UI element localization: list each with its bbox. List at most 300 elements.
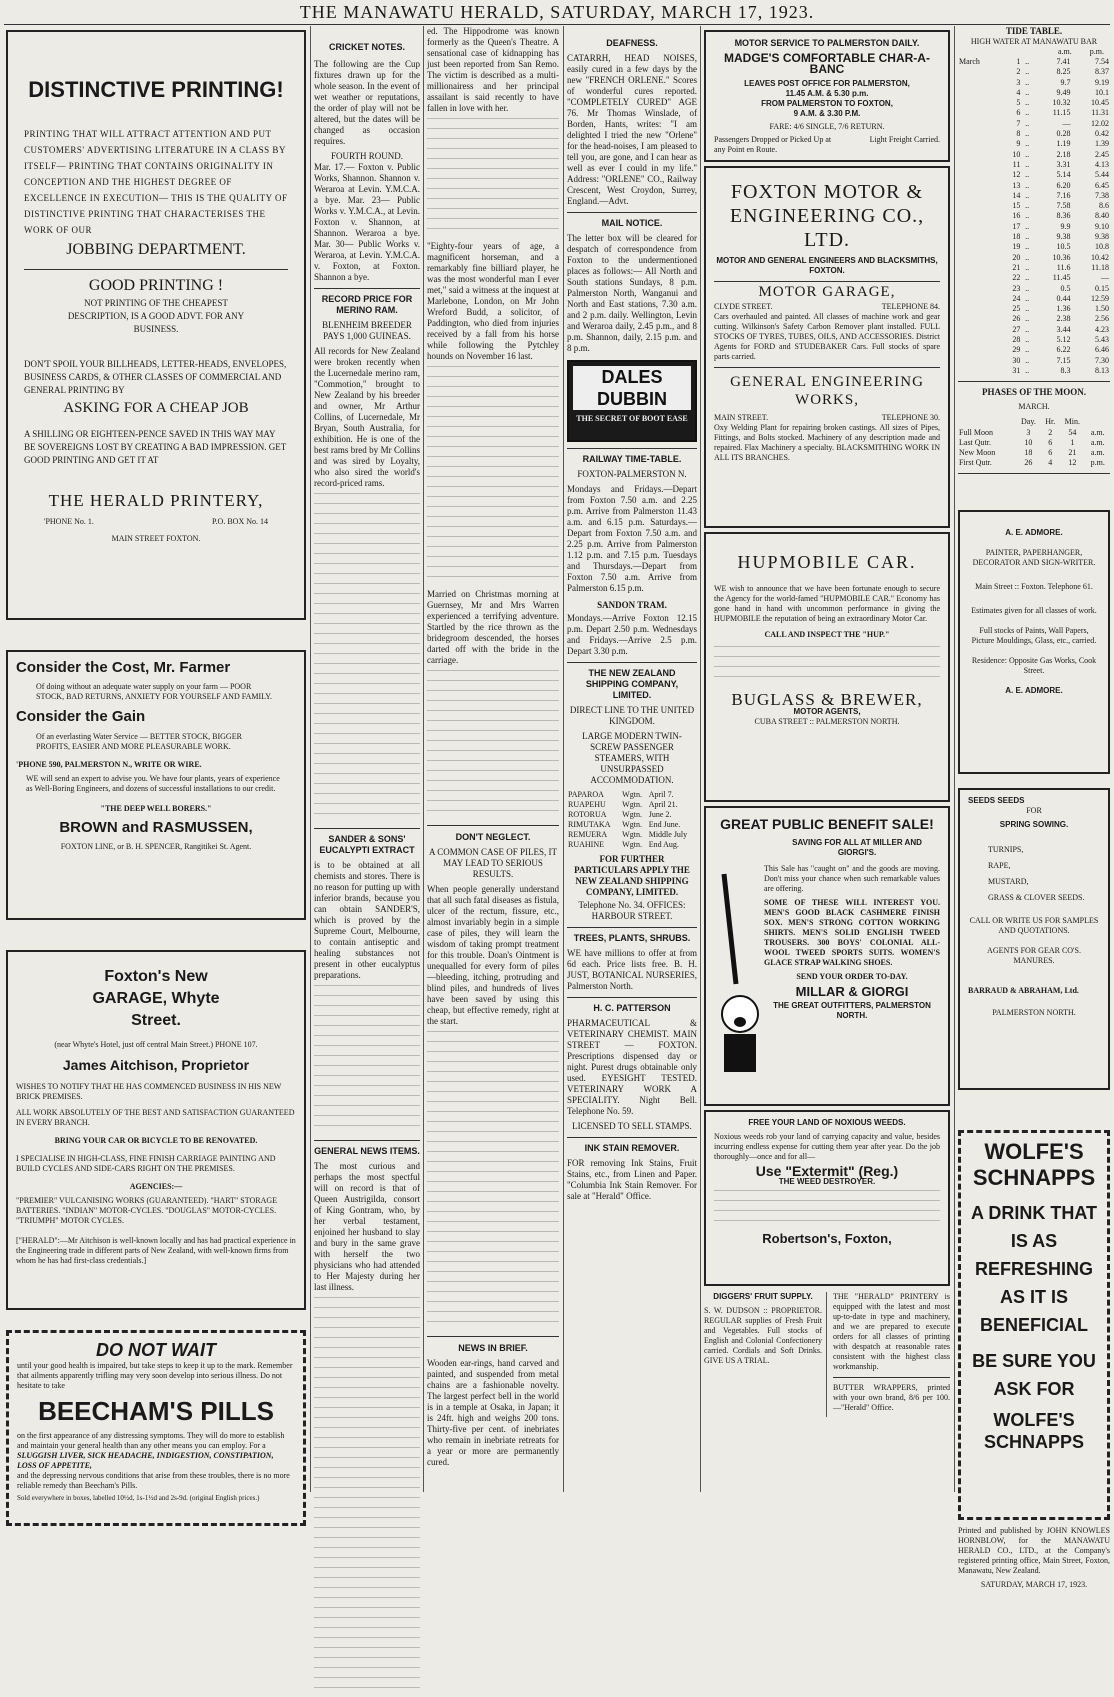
tide-am-cell: 7.15 xyxy=(1056,355,1071,365)
shipping-row xyxy=(567,820,697,830)
printery-equipment-text: THE "HERALD" PRINTERY is equipped with the latest and most up-to-date in type and machinery, and we are prepared to execute orders for all classes of printing with despatch at reasonable rates consistent with the highest class workmanship. xyxy=(833,1292,950,1371)
tide-dots-cell: .. xyxy=(1025,201,1030,211)
beecham-text-5: Sold everywhere in boxes, labelled 10½d, 1s-1½d and 2s-9d. (original English prices.) xyxy=(17,1494,260,1502)
printery-pobox: P.O. BOX No. 14 xyxy=(211,517,268,526)
shipping-cell: ROTORUA xyxy=(568,810,607,819)
tide-am-cell: 6.22 xyxy=(1056,345,1071,355)
tide-am-cell: 9.49 xyxy=(1056,87,1071,97)
tide-day-cell: 5 xyxy=(1016,98,1021,108)
moon-cell: 6 xyxy=(1048,448,1053,458)
tide-row xyxy=(958,253,1110,263)
buglass-subtitle: MOTOR AGENTS, xyxy=(793,707,861,716)
seed-item: GRASS & CLOVER SEEDS. xyxy=(988,893,1085,903)
seed-item: TURNIPS, xyxy=(988,845,1024,855)
beechams-pills-title: BEECHAM'S PILLS xyxy=(38,1396,274,1426)
column-5 xyxy=(704,26,950,1492)
moon-cell: 6 xyxy=(1048,438,1053,448)
brown-rasmussen: BROWN and RASMUSSEN, xyxy=(59,819,253,836)
weeds-text: Noxious weeds rob your land of carrying capacity and value, besides incurring endless expense for cutting them year after year. Do the job thoroughly—once and for all— xyxy=(714,1132,940,1161)
tide-day-cell: 25 xyxy=(1012,304,1021,314)
column-divider xyxy=(423,26,424,1492)
robertsons-foxton: Robertson's, Foxton, xyxy=(762,1231,892,1246)
tide-pm-cell: 5.44 xyxy=(1095,170,1109,180)
well-borers-advert xyxy=(6,650,306,920)
madge-advert xyxy=(704,30,950,162)
moon-row xyxy=(958,438,1110,448)
tide-dots-cell: .. xyxy=(1025,180,1030,190)
tide-day-cell: 2 xyxy=(1016,67,1021,77)
tide-am-cell: 10.36 xyxy=(1052,252,1071,262)
moon-cell: 3 xyxy=(1026,428,1031,438)
tide-month-cell xyxy=(958,294,1002,304)
man-shouting-icon xyxy=(714,864,760,1074)
tide-pm-cell: 10.1 xyxy=(1095,87,1109,97)
shipping-cell: June 2. xyxy=(648,810,672,819)
tide-day-cell: 23 xyxy=(1012,283,1021,293)
tide-row xyxy=(958,211,1110,221)
good-printing-heading: GOOD PRINTING ! xyxy=(88,277,224,294)
madge-line-2: 11.45 A.M. & 5.30 p.m. xyxy=(785,89,869,98)
merino-subheading: BLENHEIM BREEDER PAYS 1,000 GUINEAS. xyxy=(322,320,412,341)
tide-pm-cell: 8.37 xyxy=(1095,67,1109,77)
shipping-cell: RIMUTAKA xyxy=(568,820,611,829)
tide-row xyxy=(958,191,1110,201)
moon-header-cell xyxy=(958,416,1016,428)
extermit-subtitle: THE WEED DESTROYER. xyxy=(778,1177,876,1186)
seeds-list xyxy=(988,842,1100,906)
foxton-motor-subtitle: MOTOR AND GENERAL ENGINEERS AND BLACKSMITHS, FOXTON. xyxy=(716,256,938,275)
tide-pm-cell: 2.45 xyxy=(1095,149,1109,159)
general-news-heading: GENERAL NEWS ITEMS. xyxy=(314,1146,420,1156)
tide-day-cell: 13 xyxy=(1012,180,1021,190)
sale-subtitle: SAVING FOR ALL AT MILLER AND GIORGI'S. xyxy=(792,838,922,857)
tide-row xyxy=(958,314,1110,324)
tide-row xyxy=(958,201,1110,211)
tide-table xyxy=(958,57,1110,376)
tide-pm-cell: 7.38 xyxy=(1095,190,1109,200)
dales-dubbin-title: DALES DUBBIN xyxy=(573,366,691,410)
tide-day-cell: 18 xyxy=(1012,232,1021,242)
tide-month-cell: March xyxy=(959,57,980,66)
tide-dots-cell: .. xyxy=(1025,283,1030,293)
extermit-text-continued xyxy=(714,1190,940,1230)
tide-dots-cell: .. xyxy=(1025,242,1030,252)
tide-month-cell xyxy=(958,314,1002,324)
tide-dots-cell: .. xyxy=(1025,335,1030,345)
tide-day-cell: 31 xyxy=(1012,365,1021,375)
farmer-address: FOXTON LINE, or B. H. SPENCER, Rangitikei St. Agent. xyxy=(60,842,252,851)
shipping-cell: Wgtn. xyxy=(622,840,642,849)
motor-garage-telephone: TELEPHONE 84. xyxy=(881,302,940,311)
moon-heading: PHASES OF THE MOON. xyxy=(981,387,1086,398)
tide-row xyxy=(958,139,1110,149)
tide-row xyxy=(958,98,1110,108)
tide-pm-cell: 11.31 xyxy=(1091,108,1109,118)
shipping-cell: REMUERA xyxy=(568,830,608,839)
moon-cell: 21 xyxy=(1068,448,1077,458)
tide-am-cell: 9.38 xyxy=(1056,232,1071,242)
tide-day-cell: 30 xyxy=(1012,355,1021,365)
shipping-row xyxy=(567,810,697,820)
tide-row xyxy=(958,78,1110,88)
tide-row xyxy=(958,294,1110,304)
garage-location: (near Whyte's Hotel, just off central Main Street.) PHONE 107. xyxy=(54,1040,258,1049)
tide-am-cell: 11.45 xyxy=(1052,273,1071,283)
tide-day-cell: 8 xyxy=(1016,129,1021,139)
tide-dots-cell: .. xyxy=(1025,57,1030,66)
farmer-text-3: WE will send an expert to advise you. We have four plants, years of experience as Well-Boring Engineers, and dozens of successful installations to our credit. xyxy=(26,774,280,793)
railway-subheading: FOXTON-PALMERSTON N. xyxy=(577,469,687,479)
tide-dots-cell: .. xyxy=(1025,273,1030,283)
printing-advert xyxy=(6,30,306,620)
moon-cell: a.m. xyxy=(1090,438,1105,448)
deafness-heading: DEAFNESS. xyxy=(606,38,658,48)
tide-table-heading: TIDE TABLE. xyxy=(1005,26,1063,36)
admore-trades: PAINTER, PAPERHANGER, DECORATOR AND SIGN-WRITER. xyxy=(972,548,1096,568)
engineering-works-text: Oxy Welding Plant for repairing broken castings. All sizes of Pipes, Fittings, and Bolts stocked. Machinery of any description made and repaired. Flax Machinery a specialty. BLACKSMITHING WORK IN ALL ITS BRANCHES. xyxy=(714,423,940,462)
cricket-heading: CRICKET NOTES. xyxy=(328,42,405,52)
beechams-advert xyxy=(6,1330,306,1526)
garage-advert xyxy=(6,950,306,1310)
moon-row xyxy=(958,458,1110,468)
tide-pm-cell: 6.46 xyxy=(1095,345,1109,355)
tide-month-cell xyxy=(958,98,1002,108)
moon-cell: a.m. xyxy=(1090,428,1105,438)
dont-neglect-subheading: A COMMON CASE OF PILES, IT MAY LEAD TO SERIOUS RESULTS. xyxy=(428,847,558,879)
tide-pm-cell: 0.15 xyxy=(1095,283,1109,293)
tide-am-cell: 3.44 xyxy=(1056,324,1071,334)
tide-day-cell: 16 xyxy=(1012,211,1021,221)
tide-month-cell xyxy=(958,345,1002,355)
tide-pm-cell: 7.54 xyxy=(1095,57,1109,66)
tide-row xyxy=(958,325,1110,335)
shipping-cell: RUAHINE xyxy=(568,840,604,849)
madge-title: MADGE'S COMFORTABLE CHAR-A-BANC xyxy=(724,51,930,76)
tide-day-cell: 28 xyxy=(1012,335,1021,345)
tide-pm-cell: 8.13 xyxy=(1095,365,1109,375)
masthead-rule xyxy=(4,24,1110,25)
masthead: THE MANAWATU HERALD, SATURDAY, MARCH 17, 1923. xyxy=(299,2,815,22)
tide-day-cell: 26 xyxy=(1012,314,1021,324)
admore-address: Main Street :: Foxton. Telephone 61. xyxy=(975,582,1093,592)
column-1 xyxy=(6,26,306,1502)
tide-dots-cell: .. xyxy=(1025,98,1030,108)
garage-text-2: ALL WORK ABSOLUTELY OF THE BEST AND SATISFACTION GUARANTEED IN EVERY BRANCH. xyxy=(16,1108,295,1127)
tide-month-cell xyxy=(958,139,1002,149)
shipping-cell: PAPAROA xyxy=(568,790,604,799)
tide-month-cell xyxy=(958,108,1002,118)
news-text-2-continued xyxy=(427,366,559,586)
cricket-text: The following are the Cup fixtures drawn up for the whole season. In the event of wet weather or reputations, the order of play will not be altered, but the dates will be changed as occasion requires. xyxy=(314,59,420,146)
dales-dubbin-subtitle: THE SECRET OF BOOT EASE xyxy=(576,414,688,423)
tide-row xyxy=(958,57,1110,67)
tide-month-cell xyxy=(958,222,1002,232)
tide-pm-cell: 6.45 xyxy=(1095,180,1109,190)
garage-herald-note: ["HERALD":—Mr Aitchison is well-known locally and has had practical experience in the Engineering trade in different parts of New Zealand, with well-known firms from whom he has had first-class credentials.] xyxy=(16,1236,296,1265)
tide-pm-cell: 12.02 xyxy=(1091,118,1109,128)
tide-row xyxy=(958,88,1110,98)
sale-text: This Sale has "caught on" and the goods are moving. Don't miss your chance when such remarkable values are offering. xyxy=(764,864,940,893)
column-3 xyxy=(427,26,559,1492)
extermit-title: Use "Extermit" (Reg.) xyxy=(755,1163,899,1179)
wolfes-title: WOLFE'S SCHNAPPS xyxy=(972,1139,1096,1191)
garage-proprietor: James Aitchison, Proprietor xyxy=(62,1057,250,1073)
tide-month-cell xyxy=(958,211,1002,221)
tide-am-cell: 0.28 xyxy=(1056,129,1071,139)
moon-cell: 54 xyxy=(1068,428,1077,438)
dont-spoil-text: DON'T SPOIL YOUR BILLHEADS, LETTER-HEADS, ENVELOPES, BUSINESS CARDS, & OTHER CLASSES OF COMMERCIAL AND GENERAL PRINTING BY xyxy=(24,359,287,395)
tide-am-cell: 7.58 xyxy=(1056,201,1071,211)
tide-am-cell: 10.5 xyxy=(1056,242,1071,252)
farmer-phone: 'PHONE 590, PALMERSTON N., WRITE OR WIRE. xyxy=(16,760,202,769)
news-in-brief-heading: NEWS IN BRIEF. xyxy=(458,1343,528,1353)
admore-residence: Residence: Opposite Gas Works, Cook Street. xyxy=(971,656,1097,676)
herald-printery-name: THE HERALD PRINTERY, xyxy=(48,491,264,510)
tide-row xyxy=(958,284,1110,294)
sanders-text: is to be obtained at all chemists and stores. There is no reason for putting up with inferior brands, because you can obtain SANDER'S, which is proved by the Supreme Court, Melbourne, to contain antiseptic and healing substances not present in other eucalyptus preparations. xyxy=(314,860,420,980)
sale-order: SEND YOUR ORDER TO-DAY. xyxy=(796,972,908,981)
tide-month-cell xyxy=(958,191,1002,201)
tide-row xyxy=(958,304,1110,314)
tide-pm-cell: 5.43 xyxy=(1095,335,1109,345)
tide-dots-cell: .. xyxy=(1025,304,1030,314)
tide-dots-cell: .. xyxy=(1025,345,1030,355)
tide-dots-cell: .. xyxy=(1025,129,1030,139)
motor-garage-text: Cars overhauled and painted. All classes of machine work and gear cutting. Wilkinson's Safety Carbon Remover plant installed. FULL STOCKS OF TYRES, TUBES, OILS, AND ACCESSORIES. District Agents for FORD and STUDEBAKER Cars. Full stocks of spare parts carried. xyxy=(714,312,940,361)
extermit-advert xyxy=(704,1110,950,1286)
tide-day-cell: 15 xyxy=(1012,201,1021,211)
fourth-round: FOURTH ROUND. xyxy=(331,151,403,161)
tide-row xyxy=(958,150,1110,160)
garage-text-4: I SPECIALISE IN HIGH-CLASS, FINE FINISH CARRIAGE PAINTING AND BUILD CYCLES AND SIDE-CARS RIGHT ON THE PREMISES. xyxy=(16,1154,276,1173)
tide-month-cell xyxy=(958,273,1002,283)
barraud-address: PALMERSTON NORTH. xyxy=(992,1008,1076,1018)
shipping-cell: RUAPEHU xyxy=(568,800,606,809)
garage-text-1: WISHES TO NOTIFY THAT HE HAS COMMENCED BUSINESS IN HIS NEW BRICK PREMISES. xyxy=(16,1082,282,1101)
engineering-works-telephone: TELEPHONE 30. xyxy=(881,413,940,422)
shipping-row xyxy=(567,800,697,810)
imprint-date: SATURDAY, MARCH 17, 1923. xyxy=(980,1580,1088,1590)
patterson-text: PHARMACEUTICAL & VETERINARY CHEMIST. MAIN STREET — FOXTON. Prescriptions dispensed day or night. Purest drugs obtainable only used. EYESIGHT TESTED. VETERINARY WORK A SPECIALITY. Night Bell. Telephone No. 59. xyxy=(567,1018,697,1116)
tide-pm-cell: 12.59 xyxy=(1091,293,1109,303)
do-not-wait-title: DO NOT WAIT xyxy=(96,1340,216,1360)
moon-cell: Last Qutr. xyxy=(959,438,991,448)
moon-row xyxy=(958,428,1110,438)
moon-cell: Full Moon xyxy=(959,428,994,438)
tide-row xyxy=(958,181,1110,191)
tide-pm-cell: 1.50 xyxy=(1095,304,1109,314)
good-printing-text: NOT PRINTING OF THE CHEAPEST DESCRIPTION, IS A GOOD ADVT. FOR ANY BUSINESS. xyxy=(67,298,245,334)
cricket-fixtures: Mar. 17.— Foxton v. Public Works, Shannon. Shannon v. Weraroa at Levin. Y.M.C.A. a bye. Mar. 23— Public Works v. Y.M.C.A., at Levin. Foxton v. Shannon, at Shannon. Weraroa a bye. Mar. 30— Public Works v. Weraroa, at Levin. Y.M.C.A. v. Foxton, at Foxton. Shannon a bye. xyxy=(314,162,420,282)
tide-month-cell xyxy=(958,129,1002,139)
tide-day-cell: 21 xyxy=(1012,262,1021,272)
tide-am-cell: 2.18 xyxy=(1056,149,1071,159)
tide-day-cell: 19 xyxy=(1012,242,1021,252)
tide-am-cell: 2.38 xyxy=(1056,314,1071,324)
shipping-cell: Wgtn. xyxy=(622,790,642,799)
hupmobile-call: CALL AND INSPECT THE "HUP." xyxy=(764,630,890,639)
madge-passengers: Passengers Dropped or Picked Up at any Point en Route. xyxy=(714,135,832,154)
weeds-title: FREE YOUR LAND OF NOXIOUS WEEDS. xyxy=(748,1118,906,1127)
tide-month-cell xyxy=(958,366,1002,376)
tide-day-cell: 10 xyxy=(1012,149,1021,159)
tide-pm-cell: 8.6 xyxy=(1099,201,1109,211)
farmer-title: Consider the Cost, Mr. Farmer xyxy=(16,659,231,676)
imprint: Printed and published by JOHN KNOWLES HORNBLOW, for the MANAWATU HERALD CO., LTD., at the Company's registered printing office, Main Street, Foxton, Manawatu, New Zealand. xyxy=(958,1526,1110,1576)
trees-text: WE have millions to offer at from 6d each. Price lists free. B. H. JUST, BOTANICAL NURSERIES, Palmerston North. xyxy=(567,948,697,991)
motor-garage-address: CLYDE STREET. xyxy=(714,302,773,311)
seeds-for: FOR xyxy=(1026,806,1042,816)
seeds-spring: SPRING SOWING. xyxy=(999,820,1069,830)
tide-am-cell: 8.25 xyxy=(1056,67,1071,77)
tide-pm-cell: 4.13 xyxy=(1095,159,1109,169)
printery-phone: 'PHONE No. 1. xyxy=(44,517,94,526)
tide-pm-cell: 4.23 xyxy=(1095,324,1109,334)
madge-line-3: FROM PALMERSTON TO FOXTON, xyxy=(761,99,893,108)
merino-heading: RECORD PRICE FOR MERINO RAM. xyxy=(321,294,413,315)
tide-row xyxy=(958,335,1110,345)
tide-day-cell: 3 xyxy=(1016,77,1021,87)
news-text-3-continued xyxy=(427,670,559,820)
tide-day-cell: 11 xyxy=(1012,159,1021,169)
shipping-cell: End June. xyxy=(648,820,681,829)
cheap-job-heading: ASKING FOR A CHEAP JOB xyxy=(63,400,249,416)
hupmobile-text-continued xyxy=(714,646,940,686)
tide-month-cell xyxy=(958,253,1002,263)
tide-row xyxy=(958,356,1110,366)
shipping-cell: Wgtn. xyxy=(622,830,642,839)
tide-row xyxy=(958,119,1110,129)
shipping-subheading: DIRECT LINE TO THE UNITED KINGDOM. xyxy=(569,705,695,726)
shipping-row xyxy=(567,830,697,840)
sale-advert xyxy=(704,806,950,1106)
dont-neglect-continued xyxy=(427,1031,559,1331)
farmer-text-1: Of doing without an adequate water supply on your farm — POOR STOCK, BAD RETURNS, ANXIETY FOR YOURSELF AND FAMILY. xyxy=(36,682,272,701)
tide-table-subheading: HIGH WATER AT MANAWATU BAR xyxy=(970,37,1098,46)
tide-am-cell: 0.44 xyxy=(1056,293,1071,303)
diggers-text: S. W. DUDSON :: PROPRIETOR. REGULAR supplies of Fresh Fruit and Vegetables. Full stocks of English and Colonial Confectionery carried. Cordials and Soft Drinks. GIVE US A TRIAL. xyxy=(704,1306,822,1365)
engineering-works-address: MAIN STREET. xyxy=(714,413,769,422)
tide-day-cell: 9 xyxy=(1016,139,1021,149)
butter-wrappers-text: BUTTER WRAPPERS, printed with your own brand, 8/6 per 100. —"Herald" Office. xyxy=(833,1383,950,1412)
garage-text-3: BRING YOUR CAR OR BICYCLE TO BE RENOVATED. xyxy=(54,1136,258,1145)
buglass-brewer: BUGLASS & BREWER, xyxy=(731,690,923,709)
tide-am-cell: 7.16 xyxy=(1056,190,1071,200)
beecham-text-3: SLUGGISH LIVER, SICK HEADACHE, INDIGESTION, CONSTIPATION, LOSS OF APPETITE, xyxy=(17,1451,274,1470)
tide-month-cell xyxy=(958,242,1002,252)
tide-month-cell xyxy=(958,67,1002,77)
tide-pm-cell: — xyxy=(1101,273,1109,283)
shipping-cell: April 7. xyxy=(648,790,674,799)
tide-month-cell xyxy=(958,284,1002,294)
tide-month-cell xyxy=(958,263,1002,273)
tide-pm-cell: 9.10 xyxy=(1095,221,1109,231)
tide-day-cell: 20 xyxy=(1012,252,1021,262)
motor-garage-title: MOTOR GARAGE, xyxy=(758,284,896,300)
column-6 xyxy=(958,26,1110,1590)
seeds-call: CALL OR WRITE US FOR SAMPLES AND QUOTATIONS. xyxy=(969,916,1099,936)
tide-am-cell: 9.7 xyxy=(1060,77,1071,87)
madge-fare: FARE: 4/6 SINGLE, 7/6 RETURN. xyxy=(769,122,885,131)
tide-month-cell xyxy=(958,201,1002,211)
seeds-agents: AGENTS FOR GEAR CO'S. MANURES. xyxy=(987,946,1081,966)
tide-am-label: a.m. xyxy=(1057,47,1072,56)
tide-day-cell: 7 xyxy=(1016,118,1021,128)
moon-cell: 4 xyxy=(1048,458,1053,468)
tide-day-cell: 24 xyxy=(1012,293,1021,303)
moon-header-cell: Hr. xyxy=(1045,417,1056,427)
tide-pm-cell: 10.45 xyxy=(1091,98,1109,108)
column-2 xyxy=(314,26,420,1492)
tide-month-cell xyxy=(958,170,1002,180)
column-divider xyxy=(954,26,955,1492)
tide-pm-cell: 0.42 xyxy=(1095,129,1109,139)
sale-figure xyxy=(714,864,764,1077)
tide-row xyxy=(958,242,1110,252)
tide-month-cell xyxy=(958,232,1002,242)
column-4 xyxy=(567,26,697,1492)
moon-cell: First Qutr. xyxy=(959,458,992,468)
column-divider xyxy=(563,26,564,1492)
beecham-text-4: and the depressing nervous conditions that arise from these troubles, there is no more reliable remedy than Beecham's Pills. xyxy=(17,1471,290,1490)
news-text-1-continued xyxy=(427,118,559,238)
sale-title: GREAT PUBLIC BENEFIT SALE! xyxy=(720,816,934,832)
sandon-tram-text: Mondays.—Arrive Foxton 12.15 p.m. Depart 2.50 p.m. Wednesdays and Fridays.—Arrive 2.5 p.m. Depart 3.30 p.m. xyxy=(567,613,697,656)
tide-month-cell xyxy=(958,335,1002,345)
tide-dots-cell: .. xyxy=(1025,118,1030,128)
tide-am-cell: 10.32 xyxy=(1052,98,1071,108)
tide-month-cell xyxy=(958,160,1002,170)
tide-month-cell xyxy=(958,78,1002,88)
moon-cell: 1 xyxy=(1070,438,1075,448)
tide-row xyxy=(958,366,1110,376)
tide-dots-cell: .. xyxy=(1025,314,1030,324)
dont-neglect-text: When people generally understand that all such fatal diseases as fistula, ulcer of the rectum, fissure, etc., almost invariably begin in a simple case of piles, they will learn the wisdom of taking prompt treatment for this trouble. Doan's Ointment is unequalled for every form of piles—bleeding, itching, protruding and blind piles, and hundreds of lives have been saved by using this cheap, but effective remedy, right at the start. xyxy=(427,884,559,1026)
ink-stain-text: FOR removing Ink Stains, Fruit Stains, etc., from Linen and Paper. "Columbia Ink Stain Remover. For sale at "Herald" Office. xyxy=(567,1158,697,1201)
garage-agencies-heading: AGENCIES:— xyxy=(129,1182,183,1191)
tide-pm-cell: 1.39 xyxy=(1095,139,1109,149)
merino-article-continued xyxy=(314,493,420,823)
tide-dots-cell: .. xyxy=(1025,149,1030,159)
tide-day-cell: 14 xyxy=(1012,190,1021,200)
foxton-motor-title: FOXTON MOTOR & ENGINEERING CO., LTD. xyxy=(729,181,925,251)
tide-pm-cell: 9.38 xyxy=(1095,232,1109,242)
news-in-brief-text: Wooden ear-rings, hand carved and painted, and suspended from metal chains are a fashionable novelty. The largest perfect bell in the world is in a temple at Osaka, in Japan; it is 24ft. high and weighs 200 tons. Thirty-five per cent. of inebriates who remain in inebriate retreats for a year or more are permanently cured. xyxy=(427,1358,559,1467)
news-text-3: Married on Christmas morning at Guernsey, Mr and Mrs Warren experienced a terrifying adventure. Startled by the rice thrown as the bridegroom descended, the horses darted off with the bride in the carriage. xyxy=(427,589,559,665)
shipping-row xyxy=(567,840,697,850)
tide-day-cell: 6 xyxy=(1016,108,1021,118)
shipping-cell: Wgtn. xyxy=(622,810,642,819)
seeds-title: SEEDS SEEDS xyxy=(968,796,1025,806)
tide-am-cell: 11.15 xyxy=(1052,108,1071,118)
moon-row xyxy=(958,448,1110,458)
news-text-1: ed. The Hippodrome was known formerly as the Queen's Theatre. A sensational case of kidnapping has just been reported from San Remo. The victim is described as a multi-millionairess and her principal assailant is said recently to have fallen in love with her. xyxy=(427,26,559,113)
admore-estimates: Estimates given for all classes of work. xyxy=(971,606,1097,616)
news-text-2: "Eighty-four years of age, a magnificent horseman, and a remarkably fine billiard player, he was the most wonderful man I ever met," said a witness at the inquest at Marlebone, London, on Mr John Wreford Budd, a solicitor, of Paddington, who died from injuries received by a fall from his horse while following the Pytchley hounds on November 16 last. xyxy=(427,241,559,361)
barraud-abraham: BARRAUD & ABRAHAM, Ltd. xyxy=(968,986,1079,996)
tide-am-cell: 8.36 xyxy=(1056,211,1071,221)
borers-tagline: "THE DEEP WELL BORERS." xyxy=(100,804,212,813)
tide-pm-cell: 10.8 xyxy=(1095,242,1109,252)
tide-am-cell: 1.36 xyxy=(1056,304,1071,314)
tide-am-cell: 0.5 xyxy=(1060,283,1071,293)
moon-table xyxy=(958,416,1110,468)
shipping-apply: FOR FURTHER PARTICULARS APPLY THE NEW ZEALAND SHIPPING COMPANY, LIMITED. xyxy=(574,854,690,897)
tide-day-cell: 1 xyxy=(1016,57,1021,66)
admore-stocks: Full stocks of Paints, Wall Papers, Picture Mouldings, Glass, etc., carried. xyxy=(971,626,1097,646)
tide-am-cell: — xyxy=(1062,118,1071,128)
shipping-cell: Wgtn. xyxy=(622,820,642,829)
